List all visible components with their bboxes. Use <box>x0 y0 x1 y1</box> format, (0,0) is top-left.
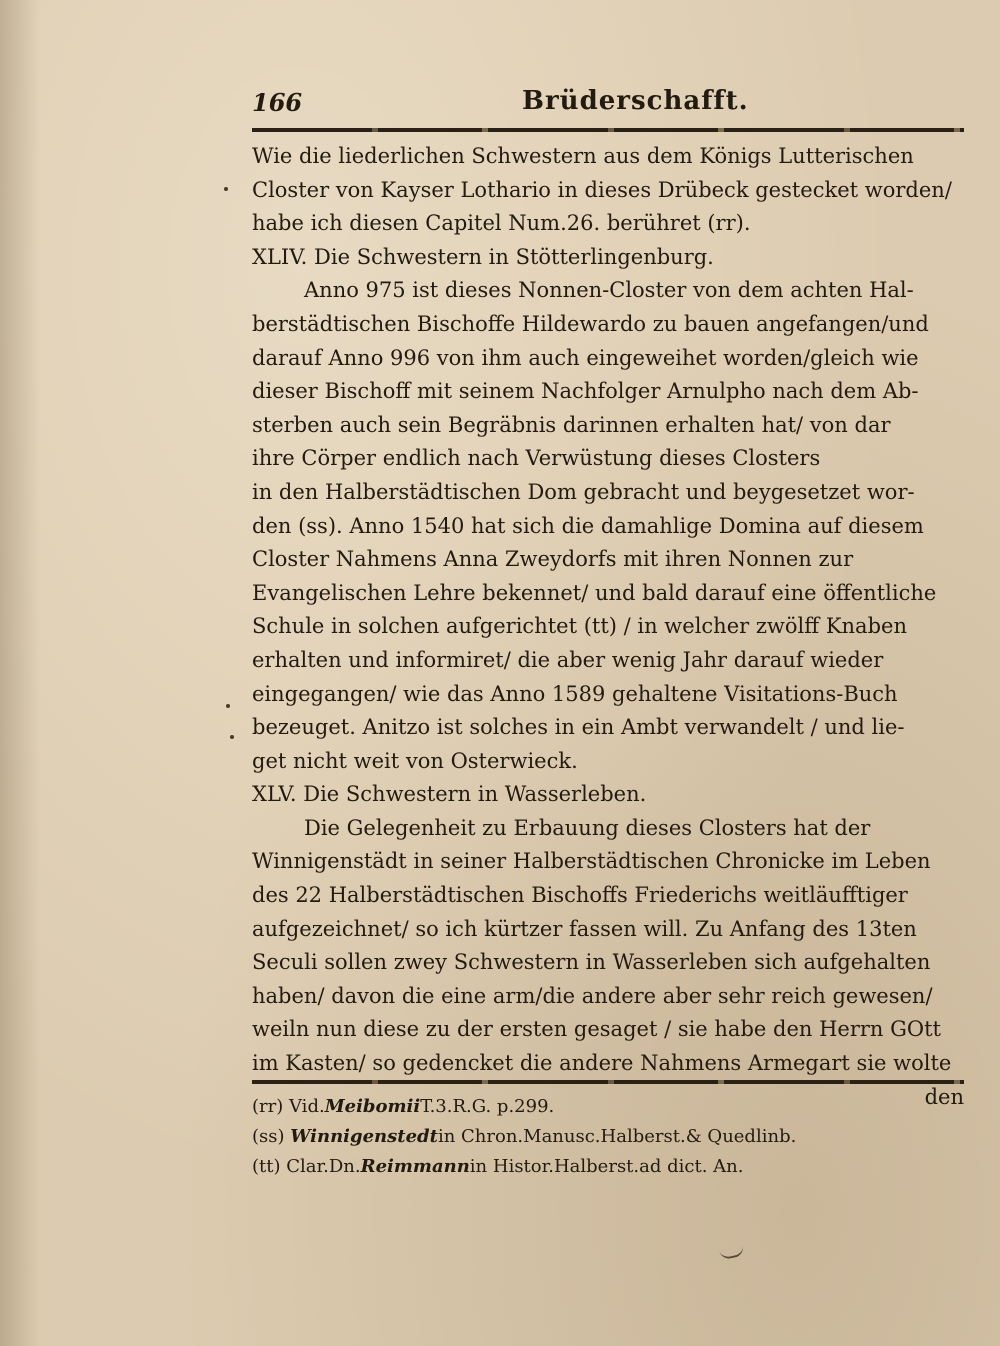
text-line: des 22 Halberstädtischen Bischoffs Friederichs weitläufftiger <box>252 883 908 908</box>
footnotes <box>252 1092 964 1182</box>
footnote-prefix: Clar.Dn. <box>286 1156 361 1177</box>
footnote-rule <box>252 1080 964 1084</box>
body-text <box>252 140 964 1114</box>
text-line: Die Gelegenheit zu Erbauung dieses Closters hat der <box>304 815 871 840</box>
header-rule <box>252 128 964 132</box>
text-line: weiln nun diese zu der ersten gesaget / sie habe den Herrn GOtt <box>252 1017 941 1042</box>
text-line: erhalten und informiret/ die aber wenig Jahr darauf wieder <box>252 647 884 672</box>
text-line: get nicht weit von Osterwieck. <box>252 748 578 773</box>
footnote-mark: (rr) <box>252 1096 284 1117</box>
text-line: Anno 975 ist dieses Nonnen-Closter von dem achten Hal- <box>304 278 914 303</box>
text-line: XLIV. Die Schwestern in Stötterlingenburg. <box>252 244 714 269</box>
text-line: Evangelischen Lehre bekennet/ und bald darauf eine öffentliche <box>252 580 937 605</box>
footnote <box>252 1152 964 1182</box>
footnote-reference: T.3.R.G. p.299. <box>420 1096 555 1117</box>
text-line: aufgezeichnet/ so ich kürtzer fassen will. Zu Anfang des 13ten <box>252 916 917 941</box>
footnote <box>252 1122 964 1152</box>
text-line: Wie die liederlichen Schwestern aus dem Königs Lutterischen <box>252 144 914 168</box>
text-line: ihre Cörper endlich nach Verwüstung dieses Closters <box>252 446 821 471</box>
ink-speck <box>230 735 234 739</box>
text-line: XLV. Die Schwestern in Wasserleben. <box>252 782 647 807</box>
text-line: haben/ davon die eine arm/die andere aber sehr reich gewesen/ <box>252 983 933 1008</box>
footnote-author: Winnigenstedt <box>290 1126 438 1147</box>
footnote-mark: (tt) <box>252 1156 281 1177</box>
text-line: Winnigenstädt in seiner Halberstädtischen Chronicke im Leben <box>252 849 931 874</box>
text-line: darauf Anno 996 von ihm auch eingeweihet worden/gleich wie <box>252 345 919 370</box>
text-line: den <box>924 1084 964 1109</box>
text-line: Closter Nahmens Anna Zweydorfs mit ihren Nonnen zur <box>252 547 854 572</box>
text-line: in den Halberstädtischen Dom gebracht und beygesetzet wor- <box>252 479 915 504</box>
text-line: dieser Bischoff mit seinem Nachfolger Arnulpho nach dem Ab- <box>252 379 919 404</box>
ink-mark <box>719 1246 745 1261</box>
text-line: Closter von Kayser Lothario in dieses Drübeck gestecket worden/ <box>252 177 952 202</box>
footnote-mark: (ss) <box>252 1126 285 1147</box>
footnote-reference: in Chron.Manusc.Halberst.& Quedlinb. <box>437 1126 797 1147</box>
footnote-author: Reimmann <box>360 1156 470 1177</box>
page-number: 166 <box>252 88 303 117</box>
footnote <box>252 1092 964 1122</box>
footnote-author: Meibomii <box>324 1096 421 1117</box>
page-gutter-shadow <box>0 0 40 1346</box>
text-line: eingegangen/ wie das Anno 1589 gehaltene Visitations-Buch <box>252 681 898 706</box>
running-head: Brüderschafft. <box>522 86 749 116</box>
text-line: Schule in solchen aufgerichtet (tt) / in welcher zwölff Knaben <box>252 614 907 639</box>
text-line: bezeuget. Anitzo ist solches in ein Ambt verwandelt / und lie- <box>252 715 905 740</box>
page-header <box>252 88 964 128</box>
ink-speck <box>224 187 228 191</box>
ink-speck <box>226 704 230 708</box>
text-line: Seculi sollen zwey Schwestern in Wasserleben sich aufgehalten <box>252 950 931 975</box>
footnote-prefix: Vid. <box>289 1096 325 1117</box>
text-line: sterben auch sein Begräbnis darinnen erhalten hat/ von dar <box>252 412 891 437</box>
text-line: im Kasten/ so gedencket die andere Nahmens Armegart sie wolte <box>252 1051 952 1076</box>
text-line: den (ss). Anno 1540 hat sich die damahlige Domina auf diesem <box>252 513 924 538</box>
footnote-reference: in Histor.Halberst.ad dict. An. <box>469 1156 744 1177</box>
text-line: berstädtischen Bischoffe Hildewardo zu bauen angefangen/und <box>252 311 929 336</box>
text-line: habe ich diesen Capitel Num.26. berühret (rr). <box>252 211 751 236</box>
